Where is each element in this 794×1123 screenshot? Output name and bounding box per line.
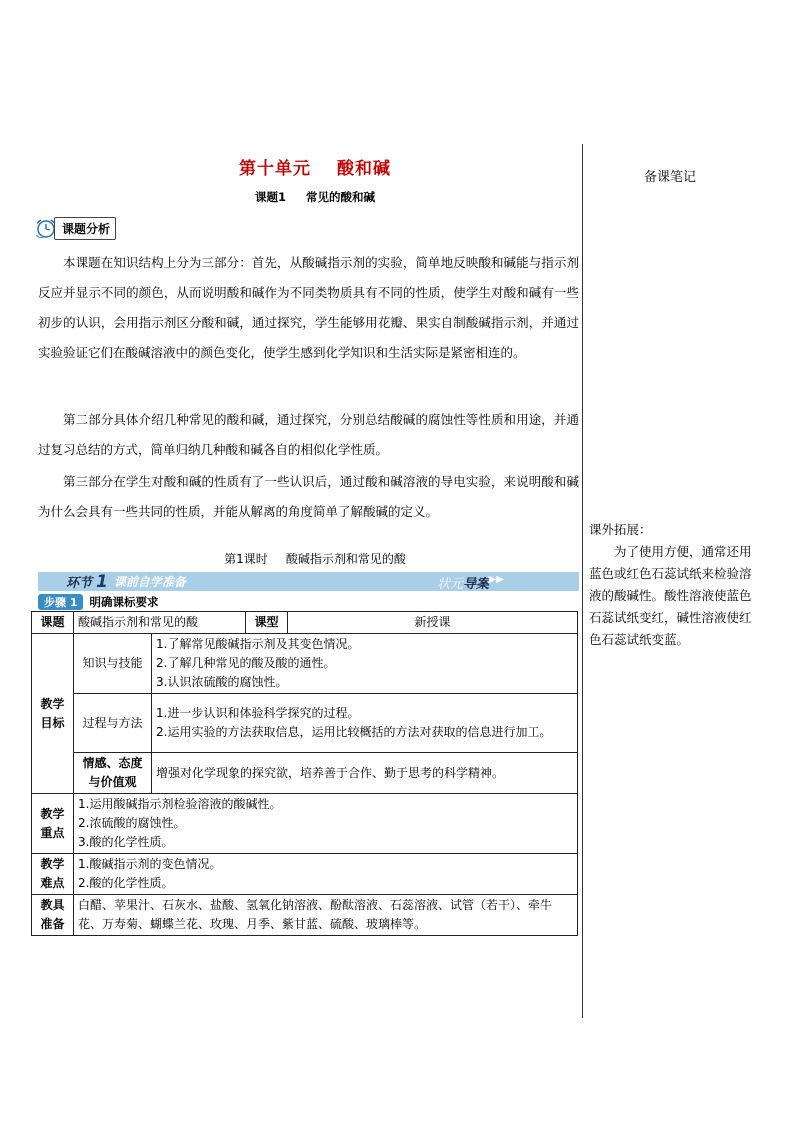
stage-name: 课前自学准备: [113, 575, 186, 589]
key-items: [74, 794, 578, 854]
unit-name: 酸和碱: [337, 159, 391, 179]
list-item: 2.运用实验的方法获取信息，运用比较概括的方法对获取的信息进行加工。: [156, 725, 552, 739]
values-text: 增强对化学现象的探究欲，培养善于合作、勤于思考的科学精神。: [152, 753, 578, 794]
type-label: 课型: [246, 612, 288, 634]
knowledge-label: 知识与技能: [74, 634, 152, 694]
lesson-heading: [200, 189, 430, 205]
stage-label: 环节: [66, 576, 93, 591]
table-row: [32, 612, 578, 634]
process-items: [152, 694, 578, 753]
list-item: 3.认识浓硫酸的腐蚀性。: [156, 675, 288, 689]
lesson-plan-table: [31, 611, 578, 936]
lesson-label: 课题1: [254, 190, 286, 204]
table-row: [32, 854, 578, 895]
notes-title: 备课笔记: [643, 170, 696, 185]
column-divider: [582, 144, 583, 1018]
key-label: 教学重点: [32, 794, 74, 854]
table-row: [32, 794, 578, 854]
topic-value: 酸碱指示剂和常见的酸: [74, 612, 246, 634]
guide-suffix: 导案: [462, 577, 489, 592]
list-item: 2.了解几种常见的酸及酸的通性。: [156, 656, 336, 670]
lesson-period: 第1课时: [224, 552, 268, 566]
step-label: 步骤 1: [38, 594, 83, 610]
guide-prefix: 状元: [436, 577, 463, 592]
stage-banner: [38, 572, 579, 591]
difficulty-items: [74, 854, 578, 895]
step-title: 明确课标要求: [89, 595, 159, 609]
type-value: 新授课: [288, 612, 578, 634]
table-row: [32, 694, 578, 753]
table-row: [32, 634, 578, 694]
analysis-badge-label: 课题分析: [54, 217, 116, 240]
lesson-name: 常见的酸和碱: [306, 190, 375, 204]
list-item: 2.酸的化学性质。: [78, 876, 174, 890]
double-arrow-icon: ▶▶: [488, 574, 504, 585]
stage-number: 1: [96, 571, 108, 592]
tools-label: 教具准备: [32, 895, 74, 936]
table-row: [32, 895, 578, 936]
list-item: 1.进一步认识和体验科学探究的过程。: [156, 706, 360, 720]
table-row: [32, 753, 578, 794]
process-label: 过程与方法: [74, 694, 152, 753]
topic-label: 课题: [32, 612, 74, 634]
step-heading: [38, 594, 158, 610]
extension-note: [589, 519, 761, 651]
page-title: [200, 154, 430, 179]
goals-label: 教学目标: [32, 634, 74, 794]
knowledge-items: [152, 634, 578, 694]
analysis-paragraph-3: 第三部分在学生对酸和碱的性质有了一些认识后，通过酸和碱溶液的导电实验，来说明酸和碱为什么会具有一些共同的性质，并能从解离的角度简单了解酸碱的定义。: [38, 474, 579, 519]
lesson-period-title: [190, 550, 440, 567]
analysis-badge: [34, 217, 116, 239]
list-item: 1.运用酸碱指示剂检验溶液的酸碱性。: [78, 797, 282, 811]
analysis-paragraph-1: 本课题在知识结构上分为三部分：首先，从酸碱指示剂的实验，简单地反映酸和碱能与指示剂反应并显示不同的颜色，从而说明酸和碱作为不同类物质具有不同的性质，使学生对酸和碱有一些初步的认识，会用指示剂区分酸和碱，通过探究，学生能够用花瓣、果实自制酸碱指示剂，并通过实验验证它们在酸碱溶液中的颜色变化，使学生感到化学知识和生活实际是紧密相连的。: [38, 255, 579, 360]
unit-title: 第十单元: [239, 159, 311, 179]
guide-label: [437, 573, 489, 592]
list-item: 2.浓硫酸的腐蚀性。: [78, 816, 186, 830]
extension-label: 课外拓展：: [589, 522, 652, 537]
extension-text: 为了使用方便，通常还用蓝色或红色石蕊试纸来检验溶液的酸碱性。酸性溶液使蓝色石蕊试纸变红，碱性溶液使红色石蕊试纸变蓝。: [589, 544, 752, 647]
tools-text: 白醋、苹果汁、石灰水、盐酸、氢氧化钠溶液、酚酞溶液、石蕊溶液、试管（若干）、牵牛花、万寿菊、蝴蝶兰花、玫瑰、月季、紫甘蓝、硫酸、玻璃棒等。: [74, 895, 578, 936]
stage-label-group: [38, 572, 186, 591]
analysis-paragraph-2: 第二部分具体介绍几种常见的酸和碱，通过探究，分别总结酸碱的腐蚀性等性质和用途，并通过复习总结的方式，简单归纳几种酸和碱各自的相似化学性质。: [38, 412, 579, 457]
difficulty-label: 教学难点: [32, 854, 74, 895]
list-item: 3.酸的化学性质。: [78, 835, 174, 849]
list-item: 1.了解常见酸碱指示剂及其变色情况。: [156, 637, 360, 651]
values-label: 情感、态度与价值观: [74, 753, 152, 794]
lesson-topic: 酸碱指示剂和常见的酸: [285, 552, 406, 566]
list-item: 1.酸碱指示剂的变色情况。: [78, 857, 222, 871]
